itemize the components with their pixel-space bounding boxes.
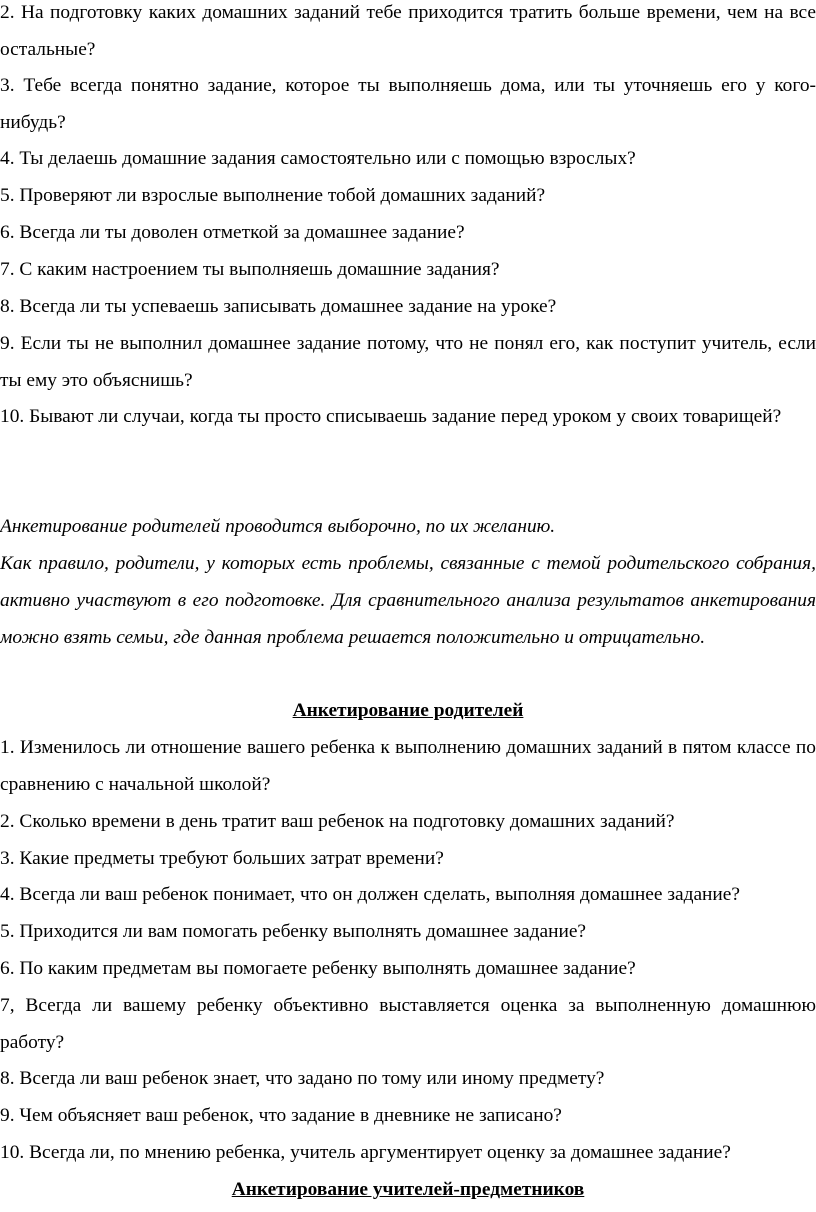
student-question-3: 3. Тебе всегда понятно задание, которое ты выполняешь дома, или ты уточняешь его у кого-нибудь? (0, 75, 816, 133)
parent-question-6: 6. По каким предметам вы помогаете ребенку выполнять домашнее задание? (0, 958, 636, 979)
parent-question-7: 7, Всегда ли вашему ребенку объективно выставляется оценка за выполненную домашнюю работу? (0, 995, 816, 1053)
student-question-5: 5. Проверяют ли взрослые выполнение тобой домашних заданий? (0, 185, 546, 206)
parent-question-2: 2. Сколько времени в день тратит ваш ребенок на подготовку домашних заданий? (0, 811, 675, 832)
student-question-7: 7. С каким настроением ты выполняешь домашние задания? (0, 259, 500, 280)
student-question-10: 10. Бывают ли случаи, когда ты просто списываешь задание перед уроком у своих товарищей? (0, 406, 782, 427)
parents-heading: Анкетирование родителей (292, 700, 524, 721)
parent-question-10: 10. Всегда ли, по мнению ребенка, учитель аргументирует оценку за домашнее задание? (0, 1142, 731, 1163)
student-question-8: 8. Всегда ли ты успеваешь записывать домашнее задание на уроке? (0, 296, 557, 317)
student-question-6: 6. Всегда ли ты доволен отметкой за домашнее задание? (0, 222, 465, 243)
parent-question-9: 9. Чем объясняет ваш ребенок, что задание в дневнике не записано? (0, 1105, 562, 1126)
parent-question-1: 1. Изменилось ли отношение вашего ребенка к выполнению домашних заданий в пятом классе по сравнению с начальной школой? (0, 737, 816, 795)
student-question-4: 4. Ты делаешь домашние задания самостоятельно или с помощью взрослых? (0, 148, 636, 169)
parent-question-4: 4. Всегда ли ваш ребенок понимает, что он должен сделать, выполняя домашнее задание? (0, 884, 741, 905)
parent-question-3: 3. Какие предметы требуют больших затрат времени? (0, 848, 444, 869)
parent-question-5: 5. Приходится ли вам помогать ребенку выполнять домашнее задание? (0, 921, 587, 942)
student-question-2: 2. На подготовку каких домашних заданий тебе приходится тратить больше времени, чем на все остальные? (0, 2, 816, 60)
note-line-1: Анкетирование родителей проводится выборочно, по их желанию. (0, 516, 556, 537)
student-question-9: 9. Если ты не выполнил домашнее задание потому, что не понял его, как поступит учитель, если ты ему это объяснишь? (0, 333, 816, 391)
note-line-2: Как правило, родители, у которых есть проблемы, связанные с темой родительского собрания, активно участвуют в его подготовке. Для сравнительного анализа результатов анкетирования можно взять семьи, где данная проблема решается положительно и отрицательно. (0, 553, 816, 648)
teachers-heading: Анкетирование учителей-предметников (231, 1179, 585, 1200)
parent-question-8: 8. Всегда ли ваш ребенок знает, что задано по тому или иному предмету? (0, 1068, 605, 1089)
